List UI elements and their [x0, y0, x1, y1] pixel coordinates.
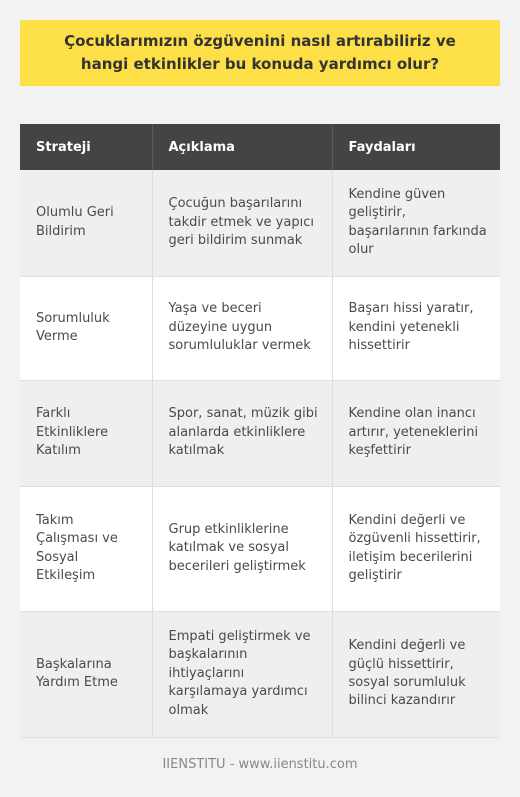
table-row	[20, 486, 500, 611]
benefits-cell: Başarı hissi yaratır, kendini yetenekli hissettirir	[332, 276, 500, 380]
table-row	[20, 276, 500, 380]
description-cell: Spor, sanat, müzik gibi alanlarda etkinliklere katılmak	[152, 380, 332, 486]
table-row	[20, 170, 500, 276]
benefits-cell: Kendini değerli ve özgüvenli hissettirir, iletişim becerilerini geliştirir	[332, 486, 500, 611]
table-row	[20, 380, 500, 486]
footer-credit: IIENSTITU - www.iienstitu.com	[162, 757, 358, 772]
strategy-cell: Başkalarına Yardım Etme	[20, 611, 152, 737]
description-cell: Çocuğun başarılarını takdir etmek ve yapıcı geri bildirim sunmak	[152, 170, 332, 276]
description-cell: Grup etkinliklerine katılmak ve sosyal becerileri geliştirmek	[152, 486, 332, 611]
table-header-row	[20, 124, 500, 170]
header-benefits: Faydaları	[332, 124, 500, 170]
strategy-table	[20, 124, 500, 738]
title-banner	[20, 20, 500, 86]
benefits-cell: Kendini değerli ve güçlü hissettirir, sosyal sorumluluk bilinci kazandırır	[332, 611, 500, 737]
page-title: Çocuklarımızın özgüvenini nasıl artırabiliriz ve hangi etkinlikler bu konuda yardımcı olur?	[64, 32, 456, 73]
strategy-cell: Takım Çalışması ve Sosyal Etkileşim	[20, 486, 152, 611]
table-row	[20, 611, 500, 737]
description-cell: Empati geliştirmek ve başkalarının ihtiyaçlarını karşılamaya yardımcı olmak	[152, 611, 332, 737]
description-cell: Yaşa ve beceri düzeyine uygun sorumluluklar vermek	[152, 276, 332, 380]
benefits-cell: Kendine olan inancı artırır, yeteneklerini keşfettirir	[332, 380, 500, 486]
strategy-cell: Farklı Etkinliklere Katılım	[20, 380, 152, 486]
benefits-cell: Kendine güven geliştirir, başarılarının farkında olur	[332, 170, 500, 276]
header-description: Açıklama	[152, 124, 332, 170]
header-strategy: Strateji	[20, 124, 152, 170]
strategy-cell: Olumlu Geri Bildirim	[20, 170, 152, 276]
strategy-cell: Sorumluluk Verme	[20, 276, 152, 380]
